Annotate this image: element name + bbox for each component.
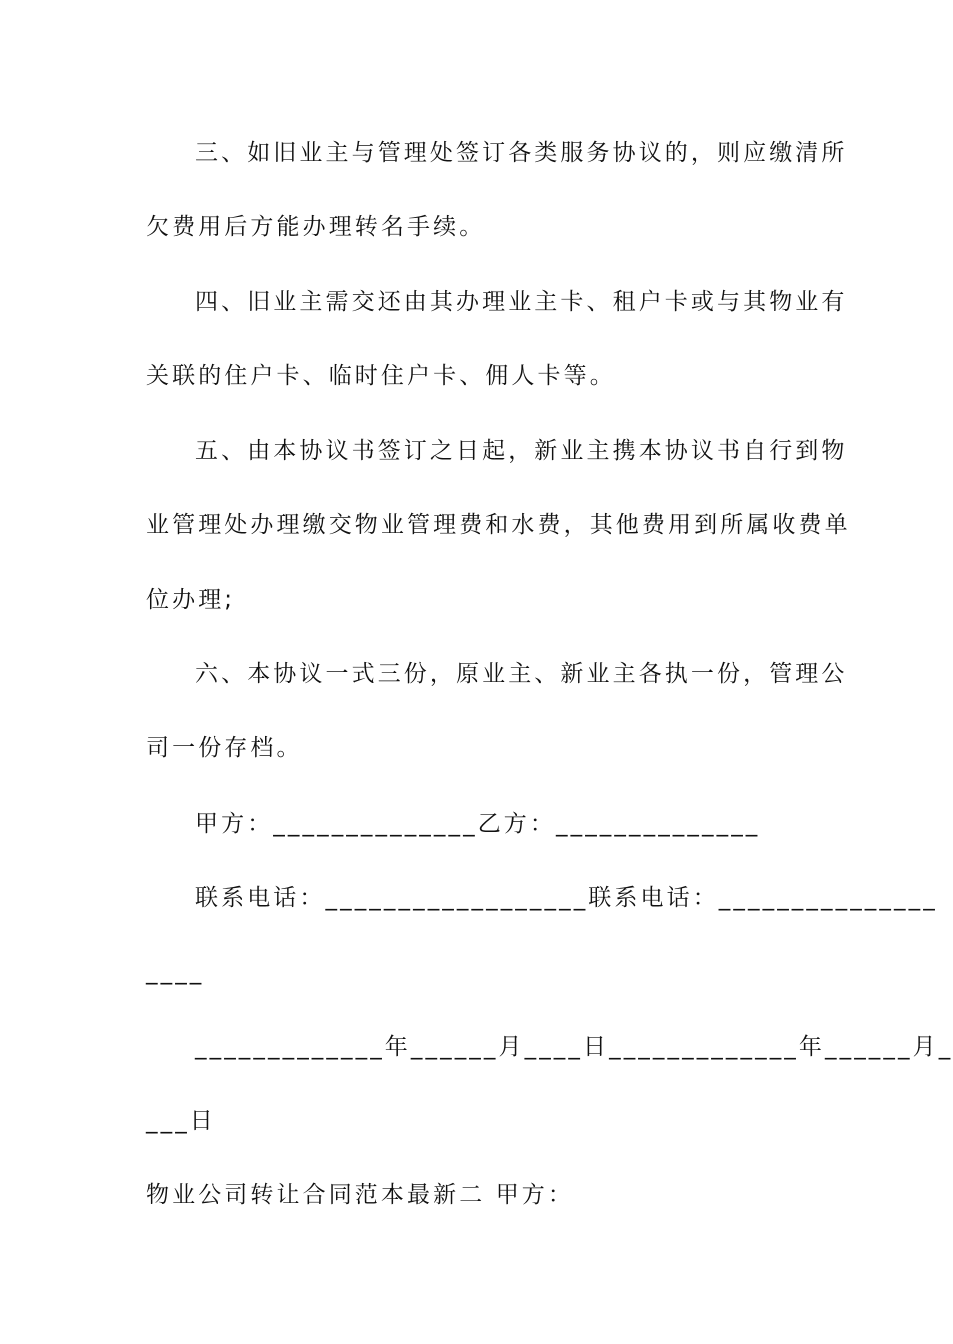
clause-three-line-1: 三、如旧业主与管理处签订各类服务协议的，则应缴清所 — [195, 140, 848, 166]
clause-six-line-1: 六、本协议一式三份，原业主、新业主各执一份，管理公 — [195, 661, 848, 687]
clause-six-line-2: 司一份存档。 — [146, 735, 303, 761]
clause-five-line-3: 位办理; — [146, 587, 236, 613]
clause-five-line-1: 五、由本协议书签订之日起，新业主携本协议书自行到物 — [195, 438, 848, 464]
party-signature-line: 甲方：______________乙方：______________ — [195, 811, 761, 837]
contact-phone-continuation: ____ — [146, 959, 205, 985]
clause-four-line-2: 关联的住户卡、临时住户卡、佣人卡等。 — [146, 363, 616, 389]
clause-four-line-1: 四、旧业主需交还由其办理业主卡、租户卡或与其物业有 — [195, 289, 848, 315]
contact-phone-line: 联系电话：__________________联系电话：_______________ — [195, 885, 938, 911]
clause-five-line-2: 业管理处办理缴交物业管理费和水费，其他费用到所属收费单 — [146, 512, 851, 538]
date-line-continuation: ___日 — [146, 1108, 216, 1134]
clause-three-line-2: 欠费用后方能办理转名手续。 — [146, 214, 486, 240]
date-line: _____________年______月____日_____________年______月_ — [195, 1034, 953, 1060]
next-contract-heading: 物业公司转让合同范本最新二 甲方： — [146, 1182, 575, 1208]
